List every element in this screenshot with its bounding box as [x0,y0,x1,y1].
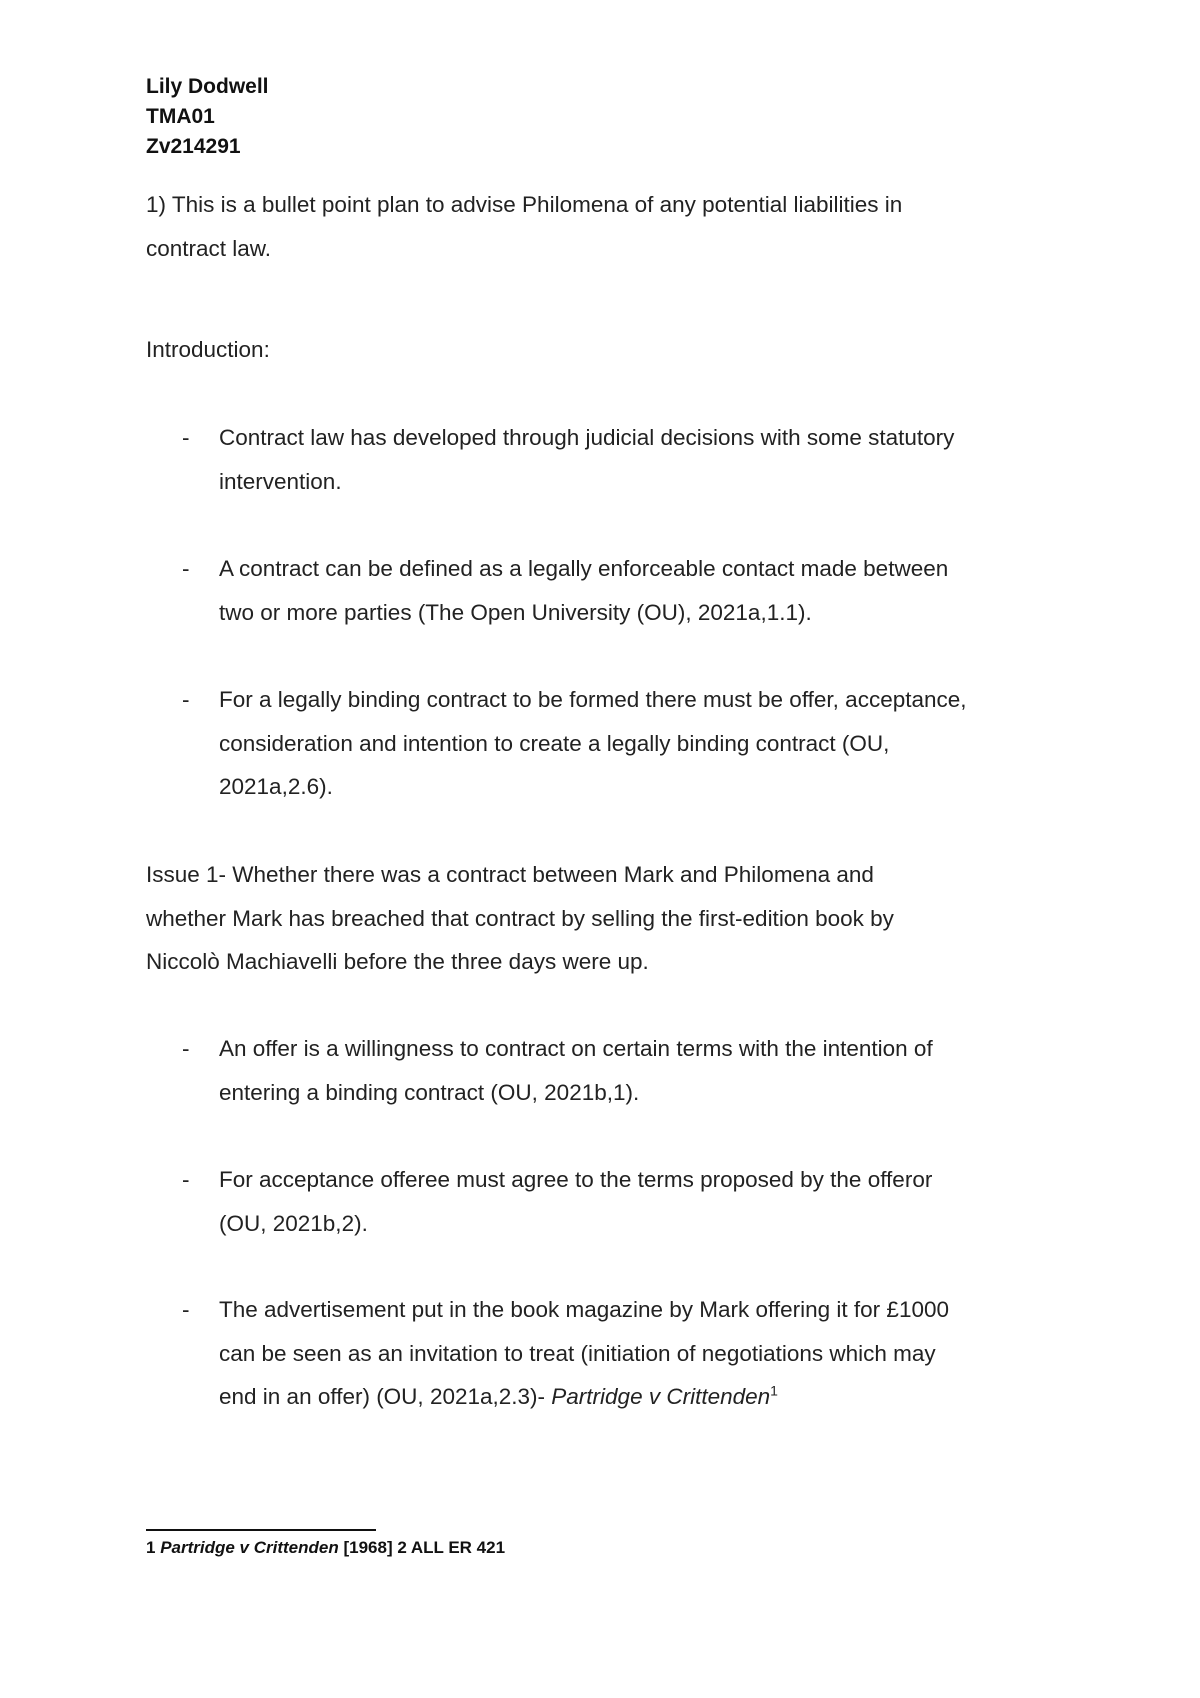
issue-line: Issue 1- Whether there was a contract between Mark and Philomena and [146,862,874,887]
citation-text: end in an offer) (OU, 2021a,2.3)- [219,1384,552,1410]
bullet-line: intervention. [219,468,342,494]
bullet-item [146,547,1086,634]
bullet-line-with-citation [219,1375,1086,1419]
bullet-line: (OU, 2021b,2). [219,1210,368,1236]
bullet-line: The advertisement put in the book magazine by Mark offering it for £1000 [219,1297,949,1322]
bullet-dash: - [182,425,190,450]
issue-line: Niccolò Machiavelli before the three days were up. [146,949,649,975]
footnote [146,1536,505,1560]
bullet-item [146,678,1086,809]
bullet-line: two or more parties (The Open University (OU), 2021a,1.1). [219,599,812,625]
bullet-item [146,416,1086,503]
question-intro [146,183,1086,270]
assignment-code: TMA01 [146,105,215,128]
bullet-item [146,1158,1086,1245]
bullet-line: 2021a,2.6). [219,774,333,800]
case-name: Partridge v Crittenden [551,1384,771,1410]
bullet-line: A contract can be defined as a legally enforceable contact made between [219,556,949,581]
footnote-reference[interactable]: 1 [770,1382,778,1399]
bullet-dash: - [182,556,190,581]
question-intro-line: 1) This is a bullet point plan to advise Philomena of any potential liabilities in [146,192,903,217]
footnote-case-name: Partridge v Crittenden [160,1538,339,1557]
footnote-citation: [1968] 2 ALL ER 421 [338,1538,506,1557]
bullet-line: For a legally binding contract to be formed there must be offer, acceptance, [219,687,967,712]
document-header [146,72,269,162]
bullet-line: consideration and intention to create a legally binding contract (OU, [219,730,890,756]
bullet-line: Contract law has developed through judicial decisions with some statutory [219,425,955,450]
author-name: Lily Dodwell [146,75,269,98]
bullet-line: entering a binding contract (OU, 2021b,1). [219,1079,640,1105]
bullet-dash: - [182,1297,190,1322]
issue-1-heading [146,853,1086,984]
footnote-number: 1 [146,1538,156,1557]
bullet-line: can be seen as an invitation to treat (initiation of negotiations which may [219,1340,936,1366]
bullet-dash: - [182,1167,190,1192]
footnote-separator [146,1529,376,1531]
introduction-heading: Introduction: [146,337,270,362]
bullet-item [146,1288,1086,1419]
bullet-line: An offer is a willingness to contract on certain terms with the intention of [219,1036,933,1061]
bullet-dash: - [182,1036,190,1061]
issue-line: whether Mark has breached that contract by selling the first-edition book by [146,905,894,931]
bullet-item [146,1027,1086,1114]
bullet-line: For acceptance offeree must agree to the terms proposed by the offeror [219,1167,933,1192]
student-id: Zv214291 [146,135,241,158]
bullet-dash: - [182,687,190,712]
question-intro-line: contract law. [146,235,272,261]
